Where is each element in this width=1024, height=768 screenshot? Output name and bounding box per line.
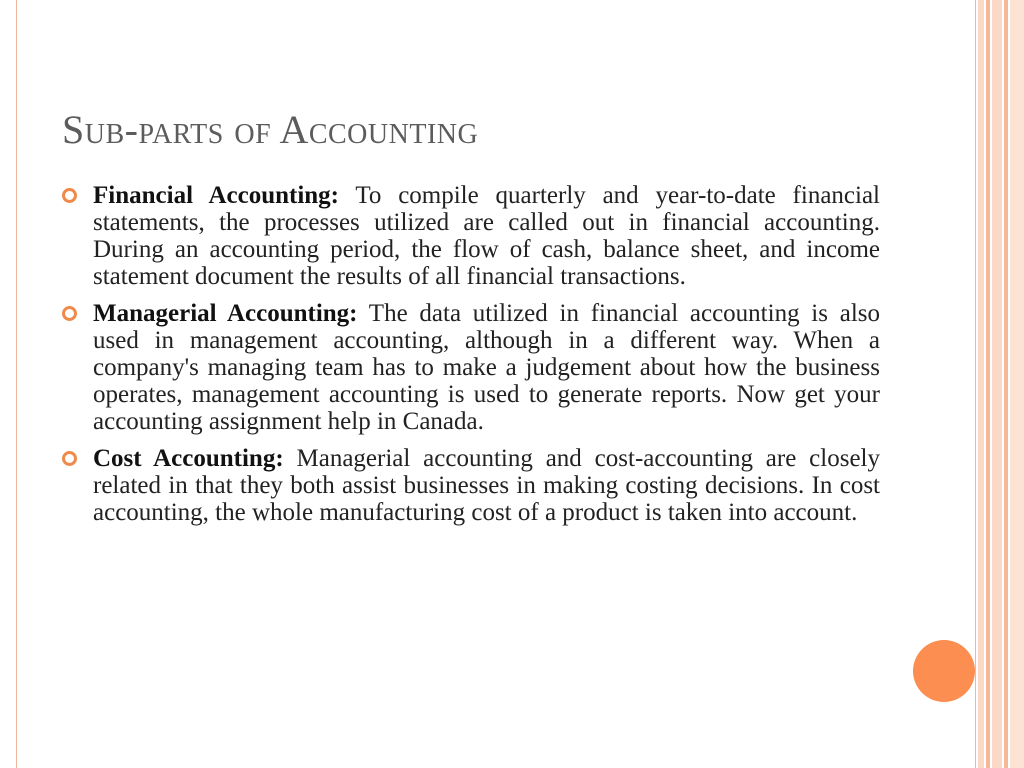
stripe <box>986 0 990 768</box>
bullet-term: Financial Accounting: <box>93 182 339 209</box>
slide-title: Sub-parts of Accounting <box>62 107 479 152</box>
bullet-financial-accounting <box>60 182 880 290</box>
bullet-cost-accounting <box>60 445 880 526</box>
bullet-managerial-accounting <box>60 300 880 435</box>
bullet-ring-icon <box>62 451 77 466</box>
decorative-circle <box>913 640 975 702</box>
stripe <box>1010 0 1024 768</box>
bullet-term: Managerial Accounting: <box>93 300 358 327</box>
stripe <box>978 0 984 768</box>
bullet-ring-icon <box>62 188 77 203</box>
bullet-list <box>60 182 880 536</box>
bullet-description: The data utilized in financial accounting is also used in management accounting, although in a different way. When a company's managing team has to make a judgement about how the business operates, management accounting is used to generate reports. Now get your accounting assignment help in Canada. <box>93 300 880 435</box>
bullet-text <box>93 182 880 290</box>
bullet-text <box>93 445 880 526</box>
bullet-term: Cost Accounting: <box>93 445 284 472</box>
bullet-description: Managerial accounting and cost-accounting are closely related in that they both assist businesses in making costing decisions. In cost accounting, the whole manufacturing cost of a product is taken into account. <box>93 445 880 526</box>
stripe <box>1004 0 1008 768</box>
bullet-text <box>93 300 880 435</box>
stripe <box>992 0 1002 768</box>
bullet-description: To compile quarterly and year-to-date financial statements, the processes utilized are called out in financial accounting. During an accounting period, the flow of cash, balance sheet, and income statement document the results of all financial transactions. <box>93 182 880 290</box>
bullet-ring-icon <box>62 306 77 321</box>
